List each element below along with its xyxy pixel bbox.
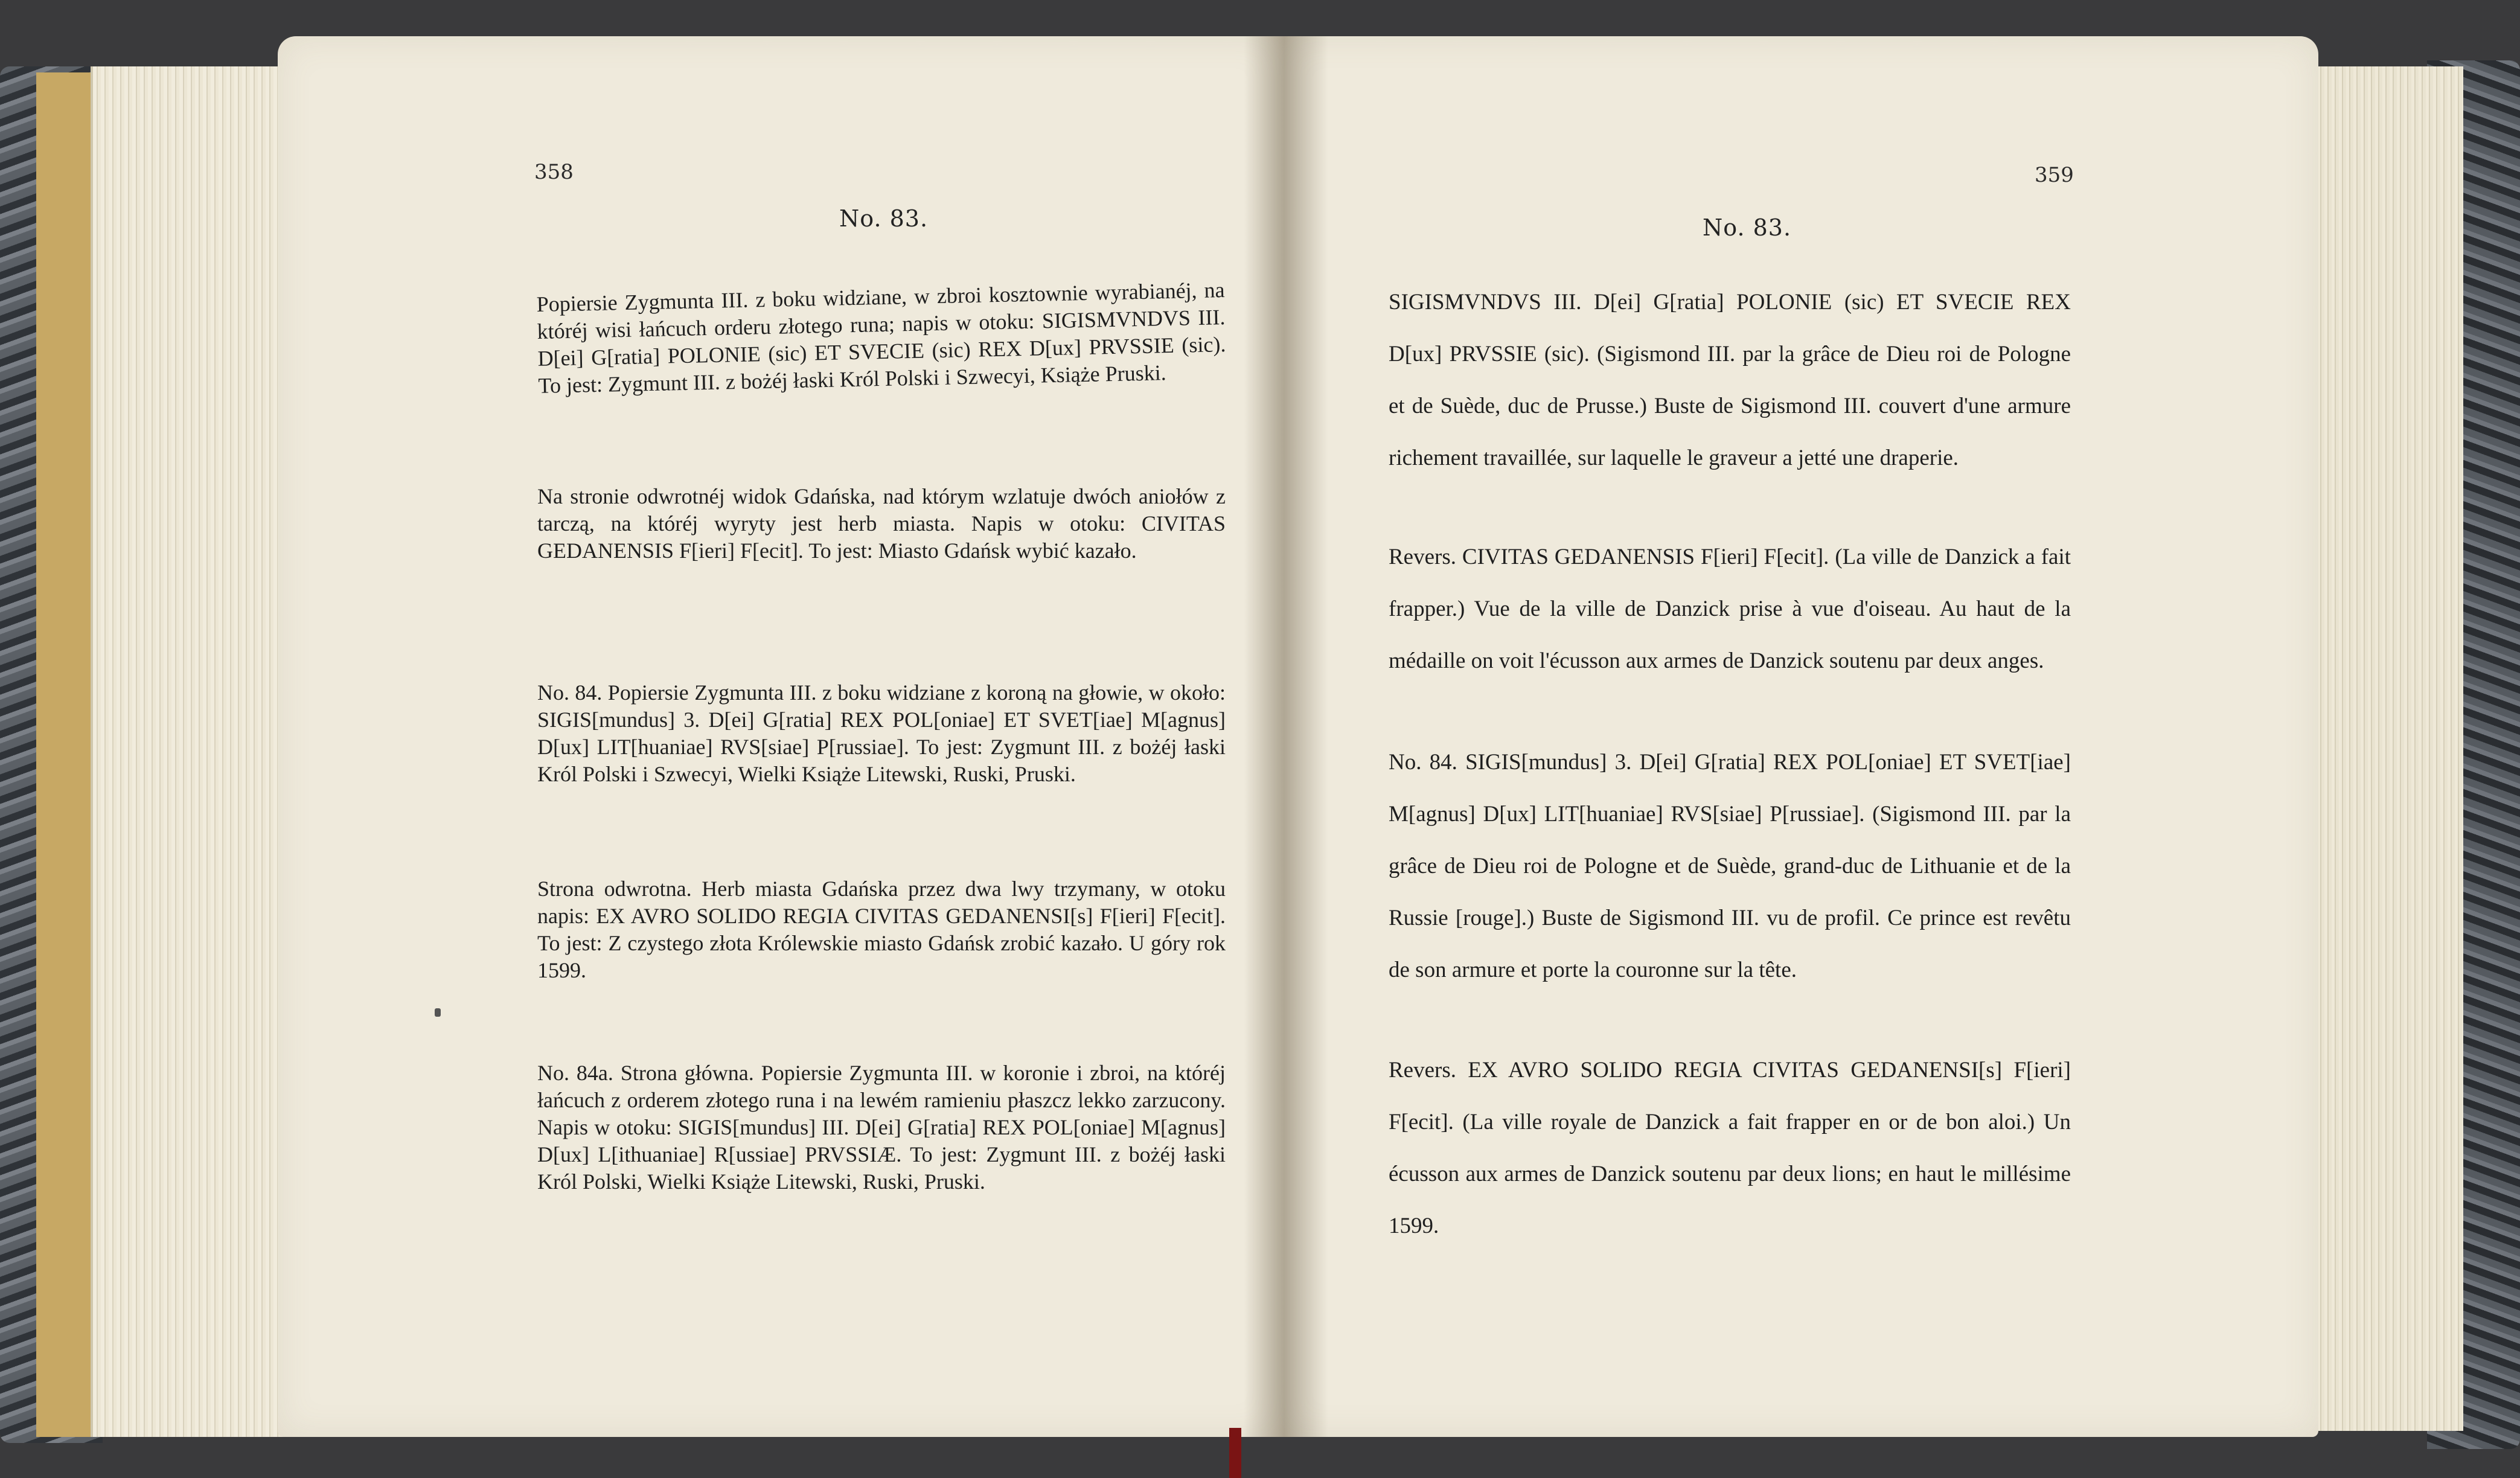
right-paragraph-4: Revers. EX AVRO SOLIDO REGIA CIVITAS GEDANENSI[s] F[ieri] F[ecit]. (La ville royale de Danzick a fait frapper en or de bon aloi.) Un écusson aux armes de Danzick soutenu par deux lions; en haut le millésime 1599. <box>1389 1058 2071 1238</box>
left-paragraph-2: Na stronie odwrotnéj widok Gdańska, nad którym wzlatuje dwóch aniołów z tarczą, na któréj wyryty jest herb miasta. Napis w otoku: CIVITAS GEDANENSIS F[ieri] F[ecit]. To jest: Miasto Gdańsk wybić kazało. <box>537 484 1226 563</box>
left-paragraph-4: Strona odwrotna. Herb miasta Gdańska przez dwa lwy trzymany, w otoku napis: EX AVRO SOLIDO REGIA CIVITAS GEDANENSI[s] F[ieri] F[ecit]. To jest: Z czystego złota Królewskie miasto Gdańsk zrobić kazało. U góry rok 1599. <box>537 877 1226 982</box>
left-paragraph-5: No. 84a. Strona główna. Popiersie Zygmunta III. w koronie i zbroi, na któréj łańcuch z orderem złotego runa i na lewém ramieniu płaszcz lekko zarzucony. Napis w otoku: SIGIS[mundus] III. D[ei] G[ratia] REX POL[oniae] M[agnus] D[ux] L[ithuaniae] R[ussiae] PRVSSIÆ. To jest: Zygmunt III. z bożéj łaski Król Polski, Wielki Książe Litewski, Ruski, Pruski. <box>537 1061 1226 1194</box>
left-page-number: 358 <box>534 160 574 184</box>
right-page-number: 359 <box>2035 163 2074 187</box>
bookmark-ribbon <box>1229 1428 1241 1478</box>
left-paragraph-3: No. 84. Popiersie Zygmunta III. z boku widziane z koroną na głowie, w około: SIGIS[mundus] 3. D[ei] G[ratia] REX POL[oniae] ET SVET[iae] M[agnus] D[ux] LIT[huaniae] RVS[siae] P[russiae]. To jest: Zygmunt III. z bożéj łaski Król Polski i Szwecyi, Wielki Książe Litewski, Ruski, Pruski. <box>537 680 1226 786</box>
book-gutter <box>1244 36 1328 1437</box>
ink-speck <box>435 1008 441 1017</box>
right-page-heading: No. 83. <box>1703 214 1792 241</box>
right-paragraph-3: No. 84. SIGIS[mundus] 3. D[ei] G[ratia] REX POL[oniae] ET SVET[iae] M[agnus] D[ux] LIT[huaniae] RVS[siae] P[russiae]. (Sigismond III. par la grâce de Dieu roi de Pologne et de Suède, grand-duc de Lithuanie et de la Russie [rouge].) Buste de Sigismond III. vu de profil. Ce prince est revêtu de son armure et porte la couronne sur la tête. <box>1389 750 2071 982</box>
left-page-edges <box>91 66 286 1437</box>
right-paragraph-2: Revers. CIVITAS GEDANENSIS F[ieri] F[ecit]. (La ville de Danzick a fait frapper.) Vue de la ville de Danzick prise à vue d'oiseau. Au haut de la médaille on voit l'écusson aux armes de Danzick soutenu par deux anges. <box>1389 545 2071 673</box>
right-paragraph-1: SIGISMVNDVS III. D[ei] G[ratia] POLONIE (sic) ET SVECIE REX D[ux] PRVSSIE (sic). (Sigismond III. par la grâce de Dieu roi de Pologne et de Suède, duc de Prusse.) Buste de Sigismond III. couvert d'une armure richement travaillée, sur laquelle le graveur a jetté une draperie. <box>1389 290 2071 470</box>
left-paragraph-1: Popiersie Zygmunta III. z boku widziane, w zbroi kosztownie wyrabianéj, na któréj wisi łańcuch orderu złotego runa; napis w otoku: SIGISMVNDVS III. D[ei] G[ratia] POLONIE (sic) ET SVECIE (sic) REX D[ux] PRVSSIE (sic). To jest: Zygmunt III. z bożéj łaski Król Polski i Szwecyi, Książe Pruski. <box>536 278 1226 398</box>
left-page-heading: No. 83. <box>839 205 929 232</box>
